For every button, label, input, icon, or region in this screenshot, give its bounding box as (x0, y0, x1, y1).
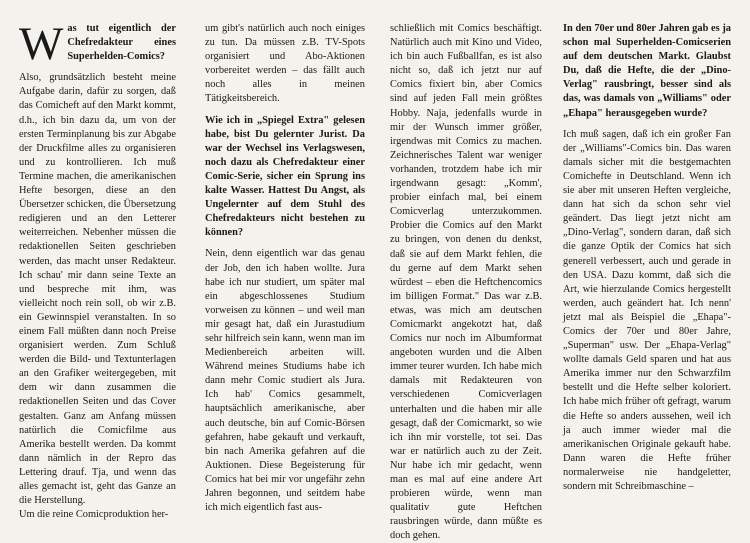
interview-question (19, 18, 176, 70)
answer-text: Also, grundsätzlich besteht meine Aufgabe darin, dafür zu sorgen, daß das Comicheft auf den Markt kommt, d.h., ich bin dazu da, um von der ersten Terminplanung bis zur Abgabe der Druckfilme alles zu organisieren und zu kontrollieren. Ich muß Termine machen, die amerikanischen Hefte besorgen, diese an den Übersetzer schicken, die Übersetzung redigieren und an den Letterer weiterreichen. Nebenher müssen die redaktionellen Seiten geschrieben werden, das macht unser Redakteur. Ich schau' mir dann seine Texte an und bespreche mit ihm, was vielleicht noch rein soll, ob wir z.B. ein Gewinnspiel veranstalten. In so einem Fall müßten dann noch Preise organisiert werden. Zum Schluß werden die Bild- und Textunterlagen an den Grafiker weitergegeben, mit dem wir dann zusammen die redaktionellen Seiten und das Cover gestalten. Ganz am Anfang müssen natürlich die Comicfilme aus Amerika bestellt werden. Da kommt dann nämlich in der Repro das Lettering drauf. Tja, und wenn das alles gemacht ist, geht das Ganze an die Herstellung. (19, 72, 176, 507)
column-4 (563, 22, 731, 494)
answer-text-continued: Um die reine Comicproduktion her- (19, 509, 169, 521)
answer-text: Ich muß sagen, daß ich ein großer Fan der „Williams"-Comics bin. Das waren damals sicher mit die bestgemachten Comichefte in Deutschland. Wenn ich sie aber mit unseren Heften vergleiche, dann hat sich da schon sehr viel geändert. Das liegt jetzt nicht am „Dino-Verlag", sondern daran, daß sich die ganze Optik der Comics hat sich generell verbessert, auch und gerade in den USA. Dazu kommt, daß sich die Art, wie hierzulande Comics hergestellt werden, auch geändert hat. Ich nenn' jetzt mal als Beispiel die „Ehapa"-Comics der 70er und 80er Jahre, „Superman" usw. Der „Ehapa-Verlag" wollte damals Geld sparen und hat aus Amerika immer nur den Schwarzfilm bestellt und die Hefte selber koloriert. Ich habe mich früher oft gefragt, warum die Hefte so anders aussehen, weil ich ja auch immer wieder mal die amerikanischen Originale gekauft habe. Dann waren die Hefte früher normalerweise nie handgeletter, sondern mit Schreibmaschine – (563, 128, 731, 492)
interview-question: Wie ich in „Spiegel Extra" gelesen habe, bist Du gelernter Jurist. Da war der Wechsel ins Verlagswesen, noch dazu als Chefredakteur einer Comic-Serie, sicher ein Sprung ins kalte Wasser. Hattest Du Angst, als Ungelernter auf dem Stuhl des Chefredakteurs nicht bestehen zu können? (205, 114, 365, 239)
answer-text: schließlich mit Comics beschäftigt. Natürlich auch mit Kino und Video, ich bin auch Fußballfan, es ist also nicht so, daß ich jetzt nur auf Comics fixiert bin, aber Comics sind auf jeden Fall mein größtes Hobby. Naja, jedenfalls wurde in mir der Wunsch immer größer, irgendwas mit Comics zu machen. Zeichnerisches Talent war weniger vorhanden, trotzdem habe ich mir irgendwann gesagt: „Komm', probier einfach mal, bei einem Comicverlag unterzukommen. Probier die Comics auf den Markt zu bringen, von denen du denkst, daß sie auf dem Markt fehlen, die du gerne auf dem Markt sehen würdest – eben die Heftchencomics im billigen Format." Das war z.B. etwas, was mich am deutschen Comicmarkt angekotzt hat, daß Comics nur noch im Albumformat angeboten wurden und die Alben immer teurer wurden. Ich habe mich damals mit Redakteuren von verschiedenen Comicverlagen unterhalten und die haben mir alle gesagt, daß der Comicmarkt, so wie ich ihn mir vorstelle, tot sei. Das war er natürlich auch zu der Zeit. Nur habe ich mir gedacht, wenn man es mal auf eine andere Art probieren würde, wenn man qualitativ gute Heftchen rausbringen würde, dann müßte es doch gehen. (390, 23, 542, 542)
answer-text: Nein, denn eigentlich war das genau der Job, den ich haben wollte. Jura habe ich nur studiert, um später mal ein abgeschlossenes Studium vorweisen zu können – und weil man mir gesagt hat, daß ein Jurastudium sehr hilfreich sein kann, wenn man im Medienbereich arbeiten will. Während meines Studiums habe ich dann mehr Comic studiert als Jura. Ich hab' Comics gesammelt, hauptsächlich amerikanische, aber auch deutsche, bin auf Comic-Börsen gefahren, habe gekauft und verkauft, bin nach Amerika gefahren auf die Auktionen. Diese Begeisterung für Comics hat bei mir vor ungefähr zehn Jahren begonnen, und seitdem habe ich mich eigentlich fast aus- (205, 248, 365, 514)
column-3 (390, 22, 542, 543)
question-text: as tut eigentlich der Chefredakteur eines Superhelden-Comics? (67, 23, 176, 63)
answer-text: um gibt's natürlich auch noch einiges zu tun. Da müssen z.B. TV-Spots organisiert und Abo-Aktionen vorbereitet werden – das fällt auch noch alles in meinen Tätigkeitsbereich. (205, 23, 365, 105)
interview-question: In den 70er und 80er Jahren gab es ja schon mal Superhelden-Comicserien auf dem deutschen Markt. Glaubst Du, daß die Hefte, die der „Dino-Verlag" rausbringt, besser sind als das, was damals von „Williams" oder „Ehapa" herausgegeben wurde? (563, 23, 731, 119)
column-1 (19, 18, 176, 522)
drop-cap: W (19, 18, 64, 70)
column-2 (205, 22, 365, 515)
